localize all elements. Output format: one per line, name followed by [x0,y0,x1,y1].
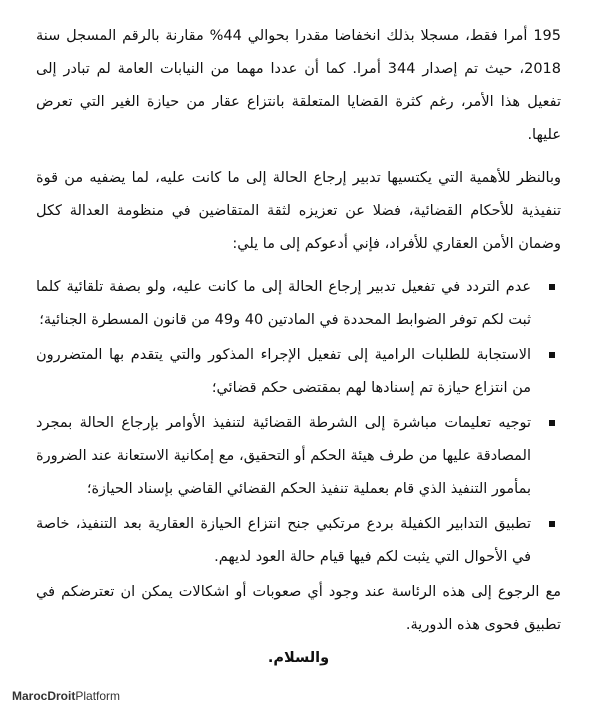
list-item [36,271,561,337]
footer-watermark [12,689,120,703]
closing-salutation: والسلام. [267,650,330,666]
square-bullet-icon [549,420,555,426]
list-item-text: توجيه تعليمات مباشرة إلى الشرطة القضائية لتنفيذ الأوامر بإرجاع الحالة بمجرد المصادقة عليها من طرف هيئة الحكم أو التحقيق، مع إمكانية الاستعانة عند الضرورة بمأمور التنفيذ الذي قام بعملية تنفيذ الحكم القضائي القاضي بإسناد الحيازة؛ [36,415,531,497]
paragraph-followup: مع الرجوع إلى هذه الرئاسة عند وجود أي صعوبات أو اشكالات يمكن ان تعترضكم في تطبيق فحوى هذه الدورية. [36,584,561,633]
list-item [36,407,561,506]
list-item [36,508,561,574]
square-bullet-icon [549,284,555,290]
list-item-text: الاستجابة للطلبات الرامية إلى تفعيل الإجراء المذكور والتي يتقدم بها المتضررون من انتزاع حيازة تم إسنادها لهم بمقتضى حكم قضائي؛ [36,347,531,396]
spacer [36,152,561,162]
footer-brand-regular: Platform [75,689,121,703]
spacer [36,261,561,271]
list-item-text: عدم التردد في تفعيل تدبير إرجاع الحالة إلى ما كانت عليه، ولو بصفة تلقائية كلما ثبت لكم توفر الضوابط المحددة في المادتين 40 و49 من قانون المسطرة الجنائية؛ [36,279,531,328]
paragraph-statistics: 195 أمرا فقط، مسجلا بذلك انخفاضا مقدرا بحوالي 44% مقارنة بالرقم المسجل سنة 2018، حيث تم إصدار 344 أمرا. كما أن عددا مهما من النيابات العامة لم تبادر إلى تفعيل هذا الأمر، رغم كثرة القضايا المتعلقة بانتزاع عقار من حيازة الغير التي تعرض عليها. [36,28,562,143]
list-item [36,339,561,405]
footer-brand-bold: MarocDroit [12,689,76,703]
paragraph-importance: وبالنظر للأهمية التي يكتسيها تدبير إرجاع الحالة إلى ما كانت عليه، لما يضفيه من قوة تنفيذية للأحكام القضائية، فضلا عن تعزيزه لثقة المتقاضين في منظومة العدالة ككل وضمان الأمن العقاري للأفراد، فإني أدعوكم إلى ما يلي: [36,170,561,252]
square-bullet-icon [549,352,555,358]
document-body [36,20,561,675]
instructions-list [36,271,561,574]
square-bullet-icon [549,521,555,527]
list-item-text: تطبيق التدابير الكفيلة بردع مرتكبي جنح انتزاع الحيازة العقارية بعد التنفيذ، خاصة في الأحوال التي يثبت لكم فيها قيام حالة العود لديهم. [36,516,531,565]
